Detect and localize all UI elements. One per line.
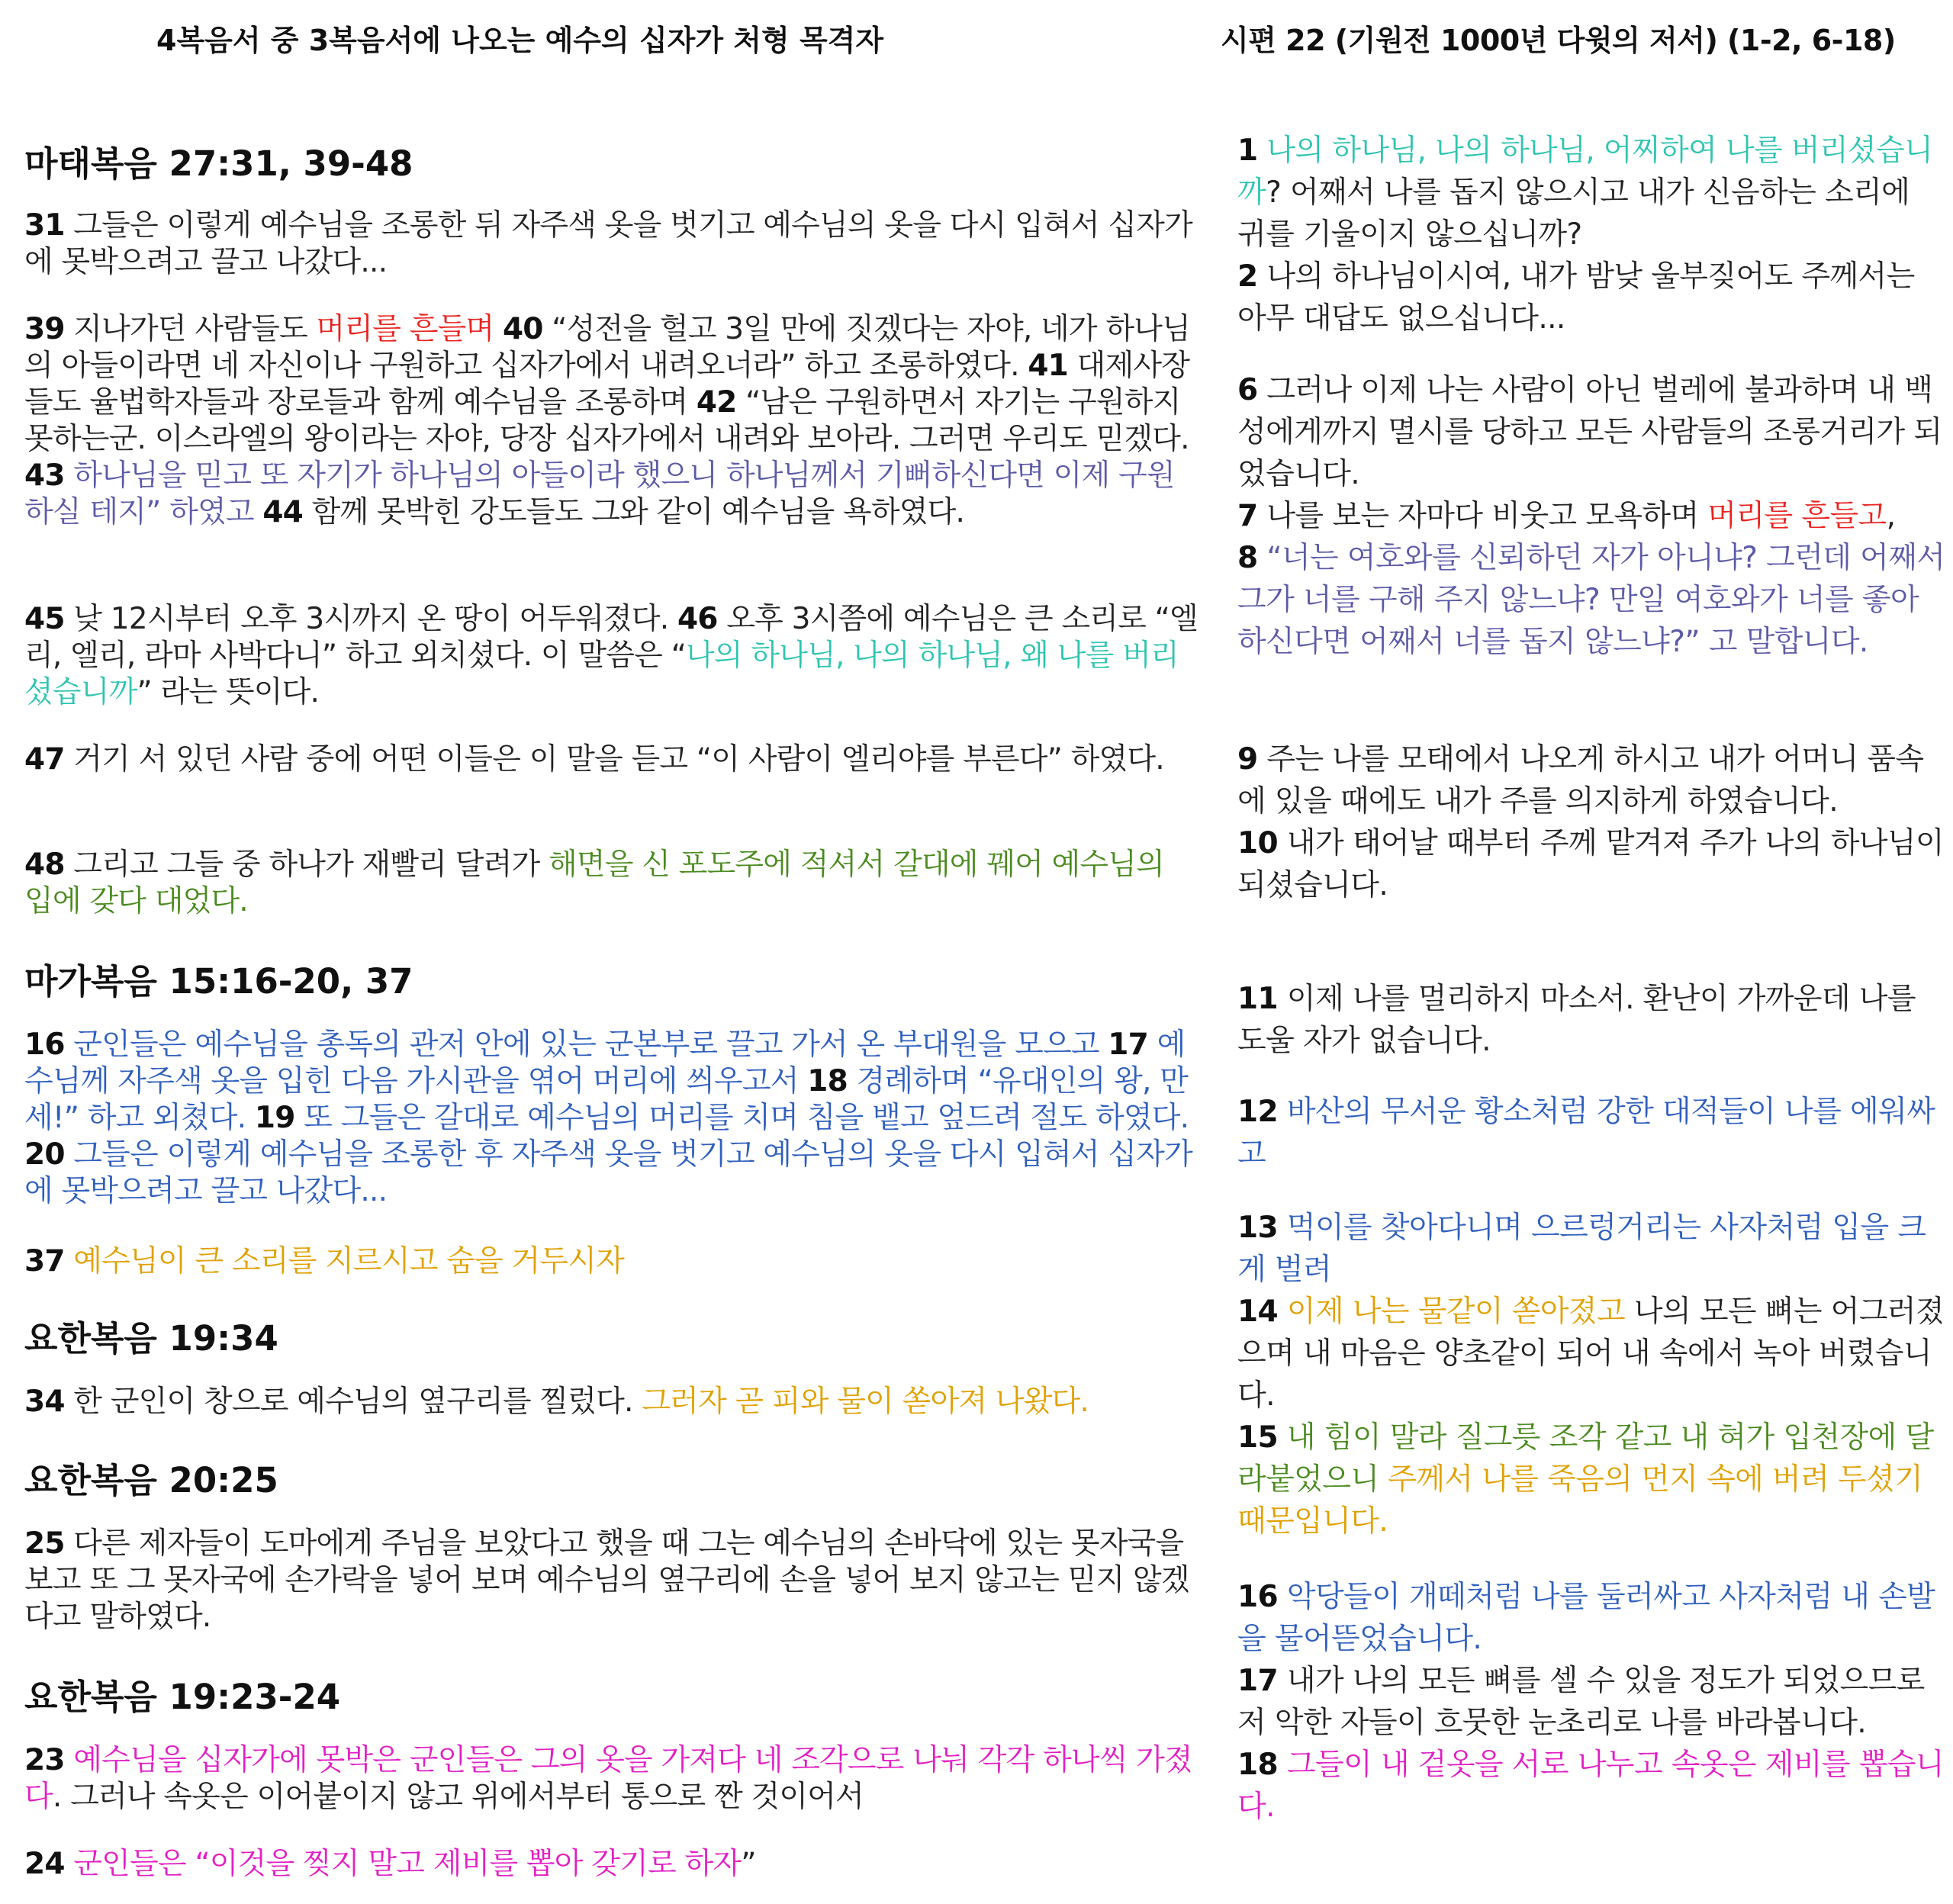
verse-number: 40: [502, 312, 543, 346]
verse-number: 14: [1237, 1295, 1279, 1329]
verse-text: [254, 495, 263, 529]
verse-number: 16: [24, 1028, 65, 1062]
highlighted-text-purple: “너는 여호와를 신뢰하던 자가 아니냐? 그런데 어째서 그가 너를 구해 주지 않느냐? 만일 여호와가 너를 좋아하신다면 어째서 너를 돕지 않느냐?” 고 말합니다.: [1237, 541, 1945, 659]
highlighted-text-green: 해면을 신 포도주에 적셔서 갈대에 꿰어 예수님의 입에 갖다 대었다.: [24, 847, 1165, 918]
verse-paragraph: [1237, 1576, 1947, 1828]
verse-text: ,: [1886, 499, 1896, 533]
verse-number: 46: [677, 602, 718, 636]
verse-text: 낮 12시부터 오후 3시까지 온 땅이 어두워졌다.: [64, 602, 677, 636]
section-heading-matthew: 마태복음 27:31, 39-48: [24, 143, 413, 184]
highlighted-text-blue: 악당들이 개떼처럼 나를 둘러싸고 사자처럼 내 손발을 물어뜯었습니다.: [1237, 1580, 1935, 1656]
highlighted-text-orange: 이제 나는 물같이 쏟아졌고: [1278, 1295, 1626, 1329]
verse-text: 다른 제자들이 도마에게 주님을 보았다고 했을 때 그는 예수님의 손바닥에 있는 못자국을 보고 또 그 못자국에 손가락을 넣어 보며 예수님의 옆구리에 손을 넣어 보지 않고는 믿지 않겠다고 말하였다.: [24, 1526, 1189, 1634]
verse-paragraph: [24, 1742, 1199, 1816]
highlighted-text-orange: 예수님이 큰 소리를 지르시고 숨을 거두시자: [64, 1244, 625, 1278]
highlighted-text-magenta: 예수님을 십자가에 못박은 군인들은 그의 옷을 가져다 네 조각으로 나눠 각각 하나씩 가졌다: [24, 1743, 1192, 1814]
highlighted-text-magenta: 군인들은 “이것을 찢지 말고 제비를 뽑아 갖기로 하자: [64, 1847, 742, 1881]
verse-text: 내가 나의 모든 뼈를 셀 수 있을 정도가 되었으므로 저 악한 자들이 흐뭇한 눈초리로 나를 바라봅니다.: [1237, 1664, 1925, 1740]
verse-number: 39: [24, 312, 65, 346]
gospels-title: 4복음서 중 3복음서에 나오는 예수의 십자가 처형 목격자: [156, 24, 884, 57]
section-heading-john-19-23: 요한복음 19:23-24: [24, 1677, 341, 1717]
highlighted-text-green: 내 힘이 말라 질그릇 조각 같고 내 혀가 입천장에 달라붙었으니: [1237, 1420, 1934, 1497]
highlighted-text-blue: 먹이를 찾아다니며 으르렁거리는 사자처럼 입을 크게 벌려: [1237, 1211, 1926, 1287]
verse-text: 나를 보는 자마다 비웃고 모욕하며: [1257, 499, 1708, 533]
verse-number: 34: [24, 1385, 65, 1419]
verse-paragraph: [24, 847, 1199, 920]
verse-paragraph: [1237, 1091, 1947, 1175]
highlighted-text-teal: 나의 하나님, 나의 하나님, 왜 나를 버리셨습니까: [24, 638, 1179, 709]
verse-number: 9: [1237, 742, 1258, 777]
verse-paragraph: [24, 741, 1199, 778]
verse-number: 7: [1237, 499, 1258, 533]
highlighted-text-blue: 예수님께 자주색 옷을 입힌 다음 가시관을 엮어 머리에 씌우고서: [24, 1028, 1186, 1098]
highlighted-text-blue: 경례하며 “유대인의 왕, 만세!” 하고 외쳤다.: [24, 1064, 1189, 1135]
verse-text: 내가 태어날 때부터 주께 맡겨져 주가 나의 하나님이 되셨습니다.: [1237, 826, 1945, 902]
verse-number: 16: [1237, 1580, 1279, 1614]
verse-text: 주는 나를 모태에서 나오게 하시고 내가 어머니 품속에 있을 때에도 내가 주를 의지하게 하였습니다.: [1237, 742, 1924, 819]
verse-text: ”: [741, 1847, 756, 1881]
verse-text: 그들은 이렇게 예수님을 조롱한 뒤 자주색 옷을 벗기고 예수님의 옷을 다시 입혀서 십자가에 못박으려고 끌고 나갔다...: [24, 208, 1192, 279]
verse-paragraph: [1237, 978, 1947, 1062]
verse-paragraph: [24, 311, 1199, 531]
verse-number: 12: [1237, 1095, 1279, 1129]
highlighted-text-red: 머리를 흔들고: [1707, 499, 1887, 533]
verse-paragraph: [1237, 369, 1947, 663]
verse-paragraph: [24, 601, 1199, 711]
verse-number: 18: [1237, 1748, 1279, 1782]
verse-paragraph: [24, 1526, 1199, 1635]
verse-number: 48: [24, 847, 65, 882]
verse-text: 거기 서 있던 사람 중에 어떤 이들은 이 말을 듣고 “이 사람이 엘리야를 부른다” 하였다.: [64, 742, 1164, 777]
verse-number: 25: [24, 1526, 65, 1561]
highlighted-text-purple: 하나님을 믿고 또 자기가 하나님의 아들이라 했으니 하나님께서 기뻐하신다면 이제 구원하실 테지” 하였고: [24, 458, 1175, 529]
verse-number: 45: [24, 602, 65, 636]
verse-text: 한 군인이 창으로 예수님의 옆구리를 찔렀다.: [64, 1385, 642, 1419]
verse-text: [494, 312, 503, 346]
verse-text: 오후 3시쯤에 예수님은 큰 소리로 “엘리, 엘리, 라마 사박다니” 하고 외치셨다. 이 말씀은 “: [24, 602, 1198, 673]
verse-number: 2: [1237, 259, 1258, 294]
highlighted-text-blue: 그들은 이렇게 예수님을 조롱한 후 자주색 옷을 벗기고 예수님의 옷을 다시 입혀서 십자가에 못박으려고 끌고 나갔다...: [24, 1137, 1192, 1208]
verse-number: 11: [1237, 982, 1279, 1016]
verse-paragraph: [1237, 130, 1947, 339]
highlighted-text-orange: 그러자 곧 피와 물이 쏟아져 나왔다.: [642, 1385, 1089, 1419]
verse-number: 47: [24, 742, 65, 777]
verse-text: . 그러나 속옷은 이어붙이지 않고 위에서부터 통으로 짠 것이어서: [52, 1780, 864, 1814]
verse-paragraph: [24, 1027, 1199, 1210]
verse-number: 10: [1237, 826, 1279, 860]
psalm-title: 시편 22 (기원전 1000년 다윗의 저서) (1-2, 6-18): [1221, 24, 1896, 57]
verse-text: ? 어째서 나를 돕지 않으시고 내가 신음하는 소리에 귀를 기울이지 않으십니까?: [1237, 175, 1910, 252]
verse-number: 20: [24, 1137, 65, 1172]
highlighted-text-teal: 나의 하나님, 나의 하나님, 어찌하여 나를 버리셨습니까: [1237, 133, 1933, 210]
verse-number: 15: [1237, 1420, 1279, 1455]
verse-number: 8: [1237, 541, 1258, 575]
verse-text: “남은 구원하면서 자기는 구원하지 못하는군. 이스라엘의 왕이라는 자야, 당장 십자가에서 내려와 보아라. 그러면 우리도 믿겠다.: [24, 385, 1189, 456]
verse-number: 6: [1237, 373, 1258, 407]
verse-text: ” 라는 뜻이다.: [137, 675, 320, 709]
verse-number: 43: [24, 458, 65, 493]
highlighted-text-red: 머리를 흔들며: [316, 312, 494, 346]
verse-text: 그리고 그들 중 하나가 재빨리 달려가: [64, 847, 549, 882]
verse-number: 44: [262, 495, 304, 529]
verse-paragraph: [24, 1846, 1199, 1883]
verse-paragraph: [24, 1384, 1199, 1420]
verse-number: 13: [1237, 1211, 1279, 1245]
verse-paragraph: [1237, 1207, 1947, 1542]
highlighted-text-blue: 군인들은 예수님을 총독의 관저 안에 있는 군본부로 끌고 가서 온 부대원을 모으고: [64, 1028, 1108, 1062]
verse-number: 41: [1028, 349, 1069, 383]
highlighted-text-blue: 바산의 무서운 황소처럼 강한 대적들이 나를 에워싸고: [1237, 1095, 1935, 1171]
verse-text: 나의 모든 뼈는 어그러졌으며 내 마음은 양초같이 되어 내 속에서 녹아 버렸습니다.: [1237, 1295, 1945, 1413]
verse-text: 이제 나를 멀리하지 마소서. 환난이 가까운데 나를 도울 자가 없습니다.: [1237, 982, 1916, 1058]
verse-text: 대제사장들도 율법학자들과 장로들과 함께 예수님을 조롱하며: [24, 349, 1190, 420]
verse-number: 18: [807, 1064, 848, 1098]
verse-number: 23: [24, 1743, 65, 1777]
verse-number: 19: [254, 1101, 295, 1135]
verse-number: 37: [24, 1244, 65, 1278]
verse-number: 42: [696, 385, 737, 420]
section-heading-john-20-25: 요한복음 20:25: [24, 1460, 278, 1500]
verse-number: 1: [1237, 133, 1258, 168]
verse-text: 지나가던 사람들도: [64, 312, 317, 346]
verse-paragraph: [24, 1243, 1199, 1280]
verse-text: “성전을 헐고 3일 만에 짓겠다는 자야, 네가 하나님의 아들이라면 네 자신이나 구원하고 십자가에서 내려오너라” 하고 조롱하였다.: [24, 312, 1191, 383]
verse-number: 31: [24, 208, 65, 243]
verse-number: 17: [1237, 1664, 1279, 1698]
verse-text: 나의 하나님이시여, 내가 밤낮 울부짖어도 주께서는 아무 대답도 없으십니다...: [1237, 259, 1915, 336]
highlighted-text-orange: 주께서 나를 죽음의 먼지 속에 버려 두셨기 때문입니다.: [1237, 1462, 1923, 1539]
verse-paragraph: [24, 207, 1199, 281]
highlighted-text-magenta: 그들이 내 겉옷을 서로 나누고 속옷은 제비를 뽑습니다.: [1237, 1748, 1945, 1824]
section-heading-mark: 마가복음 15:16-20, 37: [24, 961, 413, 1002]
section-heading-john-19-34: 요한복음 19:34: [24, 1318, 278, 1359]
verse-text: 함께 못박힌 강도들도 그와 같이 예수님을 욕하였다.: [303, 495, 965, 529]
verse-number: 24: [24, 1847, 65, 1881]
highlighted-text-blue: 또 그들은 갈대로 예수님의 머리를 치며 침을 뱉고 엎드려 절도 하였다.: [294, 1101, 1189, 1135]
verse-text: 그러나 이제 나는 사람이 아닌 벌레에 불과하며 내 백성에게까지 멸시를 당하고 모든 사람들의 조롱거리가 되었습니다.: [1237, 373, 1942, 491]
verse-paragraph: [1237, 738, 1947, 906]
verse-number: 17: [1108, 1028, 1148, 1062]
